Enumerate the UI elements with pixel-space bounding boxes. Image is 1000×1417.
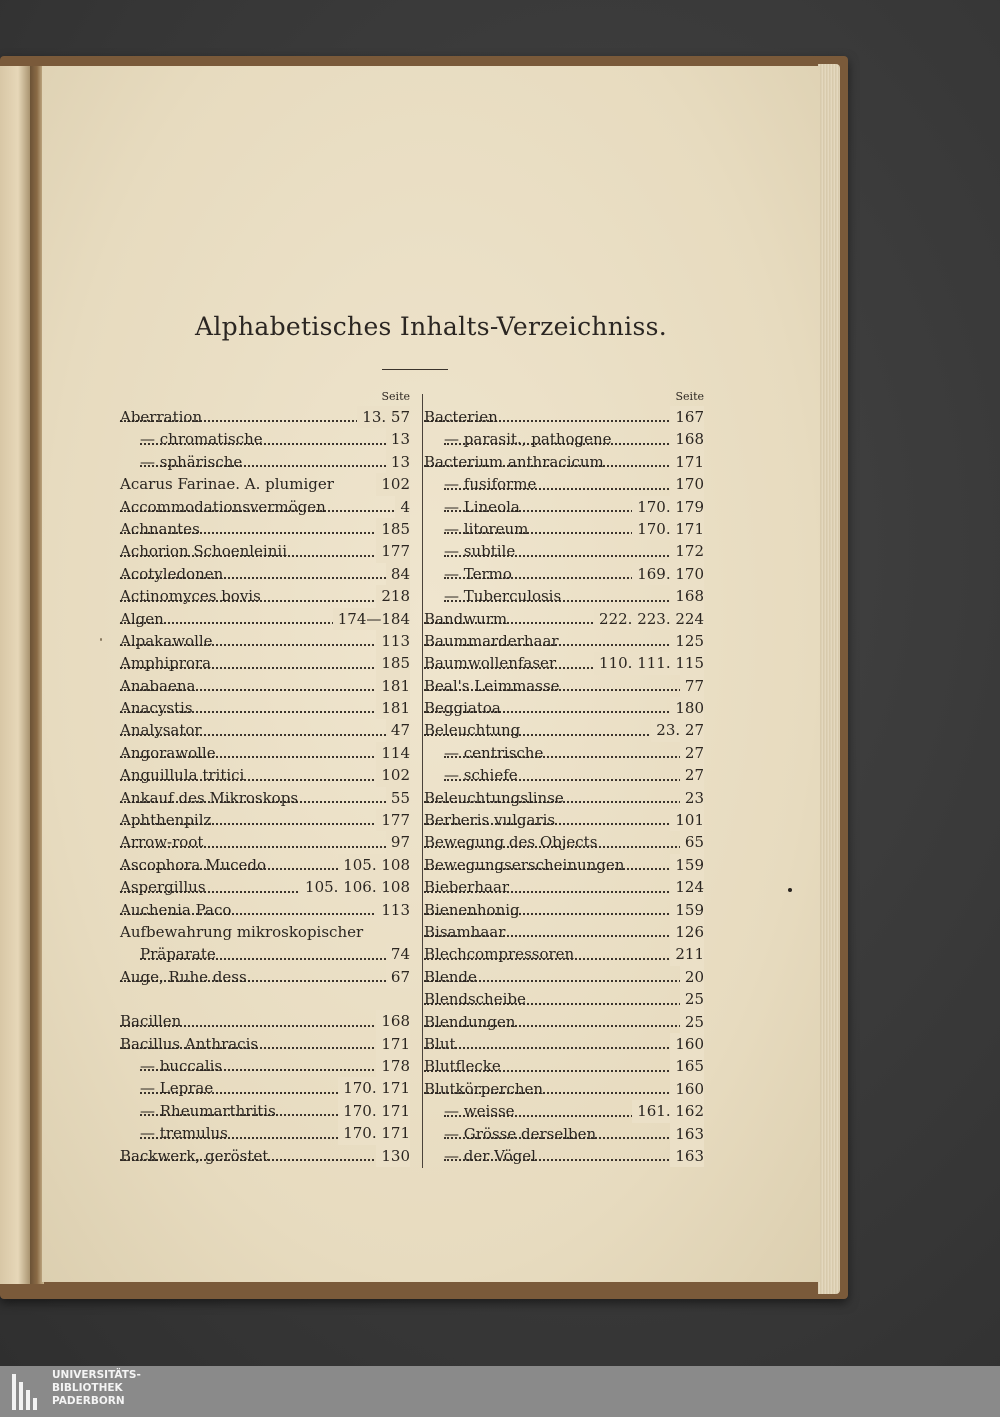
- page-title: Alphabetisches Inhalts-Verzeichniss.: [195, 312, 667, 341]
- index-entry: [120, 473, 410, 495]
- entry-label: Blechcompressoren: [424, 945, 575, 964]
- entry-label: Auchenia Paco: [120, 900, 232, 919]
- entry-label: — centrische: [444, 743, 544, 762]
- entry-pages: 159: [670, 854, 704, 876]
- index-entry: [424, 876, 704, 898]
- index-entry: [120, 943, 410, 965]
- entry-label: Blendungen: [424, 1012, 516, 1031]
- entry-label: Bienenhonig: [424, 900, 520, 919]
- index-entry: [424, 540, 704, 562]
- index-entry: [424, 719, 704, 741]
- entry-label: Auge, Ruhe dess.: [120, 967, 252, 986]
- entry-pages: 170. 179: [632, 496, 704, 518]
- entry-label: Accommodationsvermögen: [120, 497, 326, 516]
- entry-pages: 20: [680, 966, 704, 988]
- entry-pages: 124: [670, 876, 704, 898]
- entry-pages: 102: [376, 764, 410, 786]
- index-entry: [120, 406, 410, 428]
- index-entry: [120, 428, 410, 450]
- entry-pages: 27: [680, 742, 704, 764]
- index-entry: [424, 608, 704, 630]
- entry-pages: 170: [670, 473, 704, 495]
- index-entry: [120, 652, 410, 674]
- index-entry: [120, 876, 410, 898]
- index-entry: [424, 1055, 704, 1077]
- entry-pages: 67: [386, 966, 410, 988]
- index-entry: [424, 1145, 704, 1167]
- entry-label: Beggiatoa: [424, 699, 501, 718]
- index-entry: [120, 831, 410, 853]
- entry-pages: 171: [376, 1033, 410, 1055]
- index-entry: [424, 697, 704, 719]
- paper-speck: [100, 638, 102, 641]
- index-entry: [120, 1100, 410, 1122]
- index-entry: [424, 899, 704, 921]
- left-column: [120, 390, 410, 1167]
- entry-label: — der Vögel: [444, 1146, 536, 1165]
- entry-label: Angorawolle: [120, 743, 216, 762]
- entry-label: Bacterien: [424, 408, 498, 426]
- entry-label: — Grösse derselben: [444, 1124, 597, 1143]
- index-entry: [120, 630, 410, 652]
- entry-label: Achnantes: [120, 519, 200, 538]
- entry-label: — sphärische: [140, 452, 243, 471]
- entry-pages: 126: [670, 921, 704, 943]
- entry-label: Präparate: [140, 945, 216, 964]
- index-entry: [424, 675, 704, 697]
- library-logo-icon: [12, 1374, 46, 1410]
- entry-label: Actinomyces bovis: [120, 587, 261, 606]
- entry-label: Ascophora Mucedo: [120, 855, 267, 874]
- entry-label: — Tuberculosis: [444, 587, 562, 606]
- entry-label: Aufbewahrung mikroskopischer: [120, 922, 364, 941]
- entry-label: Baumwollenfaser: [424, 654, 557, 673]
- entry-label: Alpakawolle: [120, 631, 213, 650]
- right-column: [424, 390, 704, 1167]
- entry-pages: 170. 171: [338, 1077, 410, 1099]
- index-entry: [424, 585, 704, 607]
- entry-pages: 181: [376, 675, 410, 697]
- ink-speck: [788, 888, 792, 892]
- index-entry: [424, 406, 704, 428]
- index-entry: [120, 921, 410, 943]
- entry-pages: 177: [376, 809, 410, 831]
- entry-label: Aspergillus: [120, 878, 206, 897]
- entry-pages: 163: [670, 1145, 704, 1167]
- entry-pages: 47: [386, 719, 410, 741]
- entry-label: Analysator: [120, 721, 202, 740]
- entry-label: — Leprae: [140, 1079, 214, 1098]
- index-entry: [424, 1123, 704, 1145]
- left-entries: [120, 406, 410, 1167]
- entry-pages: 174—184: [333, 608, 410, 630]
- entry-label: Blendscheibe: [424, 990, 526, 1009]
- entry-pages: 77: [680, 675, 704, 697]
- entry-pages: 185: [376, 518, 410, 540]
- entry-pages: 114: [376, 742, 410, 764]
- entry-pages: 161. 162: [632, 1100, 704, 1122]
- index-entry: [120, 563, 410, 585]
- entry-label: Baummarderhaar: [424, 631, 559, 650]
- entry-label: Bandwurm: [424, 609, 508, 628]
- left-page-sliver: [0, 66, 30, 1284]
- entry-label: Backwerk, geröstet: [120, 1146, 269, 1165]
- index-entry: [424, 652, 704, 674]
- entry-label: — weisse: [444, 1102, 515, 1121]
- entry-pages: 160: [670, 1033, 704, 1055]
- entry-pages: 97: [386, 831, 410, 853]
- entry-pages: 168: [670, 585, 704, 607]
- index-entry: [424, 764, 704, 786]
- entry-pages: 101: [670, 809, 704, 831]
- page-edges: [818, 64, 840, 1294]
- entry-pages: 165: [670, 1055, 704, 1077]
- entry-label: — litoreum: [444, 519, 529, 538]
- index-entry: [424, 921, 704, 943]
- index-entry: [424, 563, 704, 585]
- library-line-2: BIBLIOTHEK: [52, 1382, 123, 1394]
- entry-pages: 177: [376, 540, 410, 562]
- index-entry: [424, 630, 704, 652]
- entry-pages: 178: [376, 1055, 410, 1077]
- entry-pages: 27: [680, 764, 704, 786]
- dot-leader: [424, 1046, 704, 1049]
- entry-pages: 170. 171: [632, 518, 704, 540]
- entry-pages: 113: [376, 630, 410, 652]
- entry-pages: 25: [680, 988, 704, 1010]
- entry-pages: 110. 111. 115: [594, 652, 704, 674]
- right-entries: [424, 406, 704, 1167]
- entry-label: Beleuchtung: [424, 721, 521, 740]
- entry-pages: 163: [670, 1123, 704, 1145]
- index-entry: [424, 787, 704, 809]
- entry-pages: 168: [670, 428, 704, 450]
- library-line-3: PADERBORN: [52, 1395, 125, 1407]
- entry-label: Acarus Farinae. A. plumiger: [120, 475, 334, 494]
- entry-pages: 113: [376, 899, 410, 921]
- entry-pages: 25: [680, 1011, 704, 1033]
- entry-pages: 105. 106. 108: [300, 876, 410, 898]
- seite-header: Seite: [675, 390, 704, 403]
- entry-label: Beleuchtungslinse: [424, 788, 564, 807]
- entry-label: Bisamhaar: [424, 922, 506, 941]
- entry-label: — Termo: [444, 564, 512, 583]
- entry-pages: 185: [376, 652, 410, 674]
- entry-label: Algen: [120, 609, 164, 628]
- entry-pages: 74: [386, 943, 410, 965]
- entry-pages: 55: [386, 787, 410, 809]
- entry-pages: 218: [376, 585, 410, 607]
- index-entry: [424, 742, 704, 764]
- entry-label: Berberis vulgaris: [424, 811, 556, 830]
- index-entry: [424, 1100, 704, 1122]
- entry-label: Ankauf des Mikroskops: [120, 788, 299, 807]
- entry-pages: 130: [376, 1145, 410, 1167]
- entry-pages: 169. 170: [632, 563, 704, 585]
- library-footer: [0, 1366, 1000, 1417]
- index-entry: [424, 831, 704, 853]
- index-entry: [424, 1033, 704, 1055]
- entry-label: Amphiprora: [120, 654, 212, 673]
- entry-pages: 167: [670, 406, 704, 428]
- index-entry: [424, 966, 704, 988]
- entry-label: Anacystis: [120, 699, 193, 718]
- index-entry: [120, 608, 410, 630]
- index-entry: [120, 1077, 410, 1099]
- entry-pages: 105. 108: [338, 854, 410, 876]
- index-entry: [120, 854, 410, 876]
- entry-pages: 159: [670, 899, 704, 921]
- entry-pages: 13: [386, 428, 410, 450]
- entry-label: Bewegung des Objects: [424, 833, 598, 852]
- library-name: [52, 1369, 141, 1408]
- column-divider: [422, 394, 423, 1168]
- entry-label: — parasit., pathogene: [444, 430, 612, 449]
- entry-pages: 181: [376, 697, 410, 719]
- index-entry: [120, 451, 410, 473]
- index-entry: [424, 854, 704, 876]
- entry-pages: 102: [376, 473, 410, 495]
- index-entry: [424, 496, 704, 518]
- index-entry: [424, 1078, 704, 1100]
- index-entry: [120, 1033, 410, 1055]
- entry-label: — buccalis: [140, 1056, 223, 1075]
- entry-label: Aphthenpilz: [120, 811, 212, 830]
- title-rule: [382, 369, 448, 370]
- entry-label: Bieberhaar: [424, 878, 510, 897]
- index-entry: [120, 719, 410, 741]
- entry-pages: 23. 27: [651, 719, 704, 741]
- index-page: [42, 66, 820, 1282]
- index-entry: [424, 518, 704, 540]
- entry-label: Acotyledonen: [120, 564, 224, 583]
- index-entry: [424, 809, 704, 831]
- entry-label: Anabaena: [120, 676, 196, 695]
- index-entry: [120, 764, 410, 786]
- entry-pages: 160: [670, 1078, 704, 1100]
- index-entry: [120, 742, 410, 764]
- index-entry: [120, 697, 410, 719]
- entry-pages: 180: [670, 697, 704, 719]
- index-entry: [120, 1010, 410, 1032]
- seite-header: Seite: [381, 390, 410, 403]
- entry-label: Blutflecke: [424, 1057, 501, 1076]
- index-entry: [120, 1055, 410, 1077]
- entry-label: Bacillus Anthracis: [120, 1034, 259, 1053]
- entry-label: — fusiforme: [444, 475, 537, 494]
- entry-label: Bewegungserscheinungen: [424, 855, 625, 874]
- entry-label: Achorion Schoenleinii: [120, 542, 287, 561]
- entry-label: Aberration: [120, 408, 203, 426]
- entry-pages: 125: [670, 630, 704, 652]
- entry-pages: 65: [680, 831, 704, 853]
- entry-pages: 4: [395, 496, 410, 518]
- entry-pages: 84: [386, 563, 410, 585]
- index-entry: [424, 943, 704, 965]
- index-entry: [120, 1122, 410, 1144]
- index-entry: [120, 585, 410, 607]
- entry-pages: 168: [376, 1010, 410, 1032]
- entry-label: Arrow-root: [120, 833, 204, 852]
- entry-label: — subtile: [444, 542, 516, 561]
- index-entry: [120, 675, 410, 697]
- entry-label: Bacillen: [120, 1012, 182, 1031]
- entry-pages: 170. 171: [338, 1122, 410, 1144]
- index-entry: [120, 1145, 410, 1167]
- index-entry: [424, 428, 704, 450]
- entry-label: — Lineola: [444, 497, 520, 516]
- index-entry: [424, 473, 704, 495]
- index-entry: [120, 496, 410, 518]
- entry-label: — tremulus: [140, 1124, 228, 1143]
- index-entry: [120, 809, 410, 831]
- entry-label: Blutkörperchen: [424, 1079, 544, 1098]
- index-entry: [120, 518, 410, 540]
- entry-pages: 171: [670, 451, 704, 473]
- entry-label: Anguillula tritici: [120, 766, 245, 785]
- entry-pages: 211: [670, 943, 704, 965]
- index-entry: [424, 988, 704, 1010]
- index-entry: [424, 1011, 704, 1033]
- entry-pages: 172: [670, 540, 704, 562]
- entry-label: — chromatische: [140, 430, 263, 449]
- index-entry: [120, 787, 410, 809]
- library-line-1: UNIVERSITÄTS-: [52, 1369, 141, 1381]
- entry-label: — schiefe: [444, 766, 518, 785]
- entry-label: Beal's Leimmasse: [424, 676, 560, 695]
- index-entry: [120, 899, 410, 921]
- entry-pages: 222. 223. 224: [594, 608, 704, 630]
- index-entry: [424, 451, 704, 473]
- entry-pages: 13: [386, 451, 410, 473]
- entry-label: — Rheumarthritis: [140, 1101, 276, 1120]
- entry-pages: 23: [680, 787, 704, 809]
- entry-label: Bacterium anthracicum: [424, 452, 604, 471]
- entry-label: Blut: [424, 1034, 456, 1053]
- entry-pages: 13. 57: [357, 406, 410, 428]
- index-entry: [120, 540, 410, 562]
- index-entry: [120, 966, 410, 988]
- section-gap: [120, 988, 410, 1010]
- entry-pages: 170. 171: [338, 1100, 410, 1122]
- entry-label: Blende: [424, 967, 477, 986]
